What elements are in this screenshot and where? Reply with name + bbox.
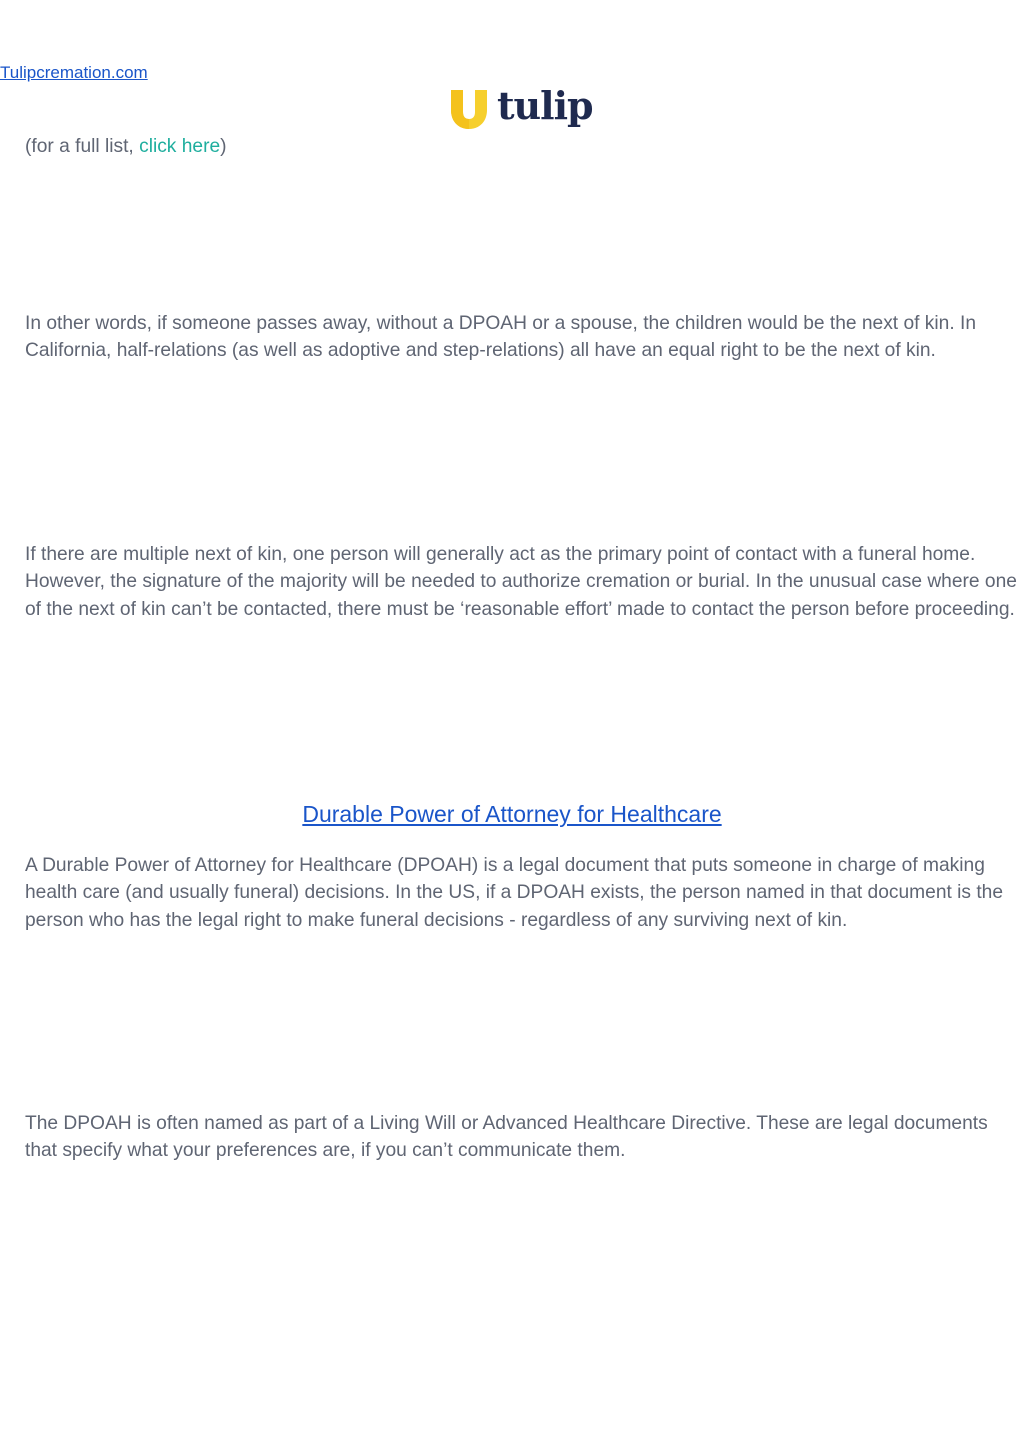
tulip-logo [449, 83, 593, 132]
full-list-suffix: ) [220, 136, 227, 157]
site-link[interactable]: Tulipcremation.com [0, 63, 148, 82]
tulip-wordmark: tulip [497, 83, 593, 128]
click-here-link[interactable]: click here [139, 136, 221, 157]
paragraph-living-will: The DPOAH is often named as part of a Living Will or Advanced Healthcare Directive. These are legal documents that specify what your preferences are, if you can’t communicate them. [25, 1113, 988, 1162]
paragraph-dpoah-definition: A Durable Power of Attorney for Healthcare (DPOAH) is a legal document that puts someone in charge of making health care (and usually funeral) decisions. In the US, if a DPOAH exists, the person named in that document is the person who has the legal right to make funeral decisions - regardless of any surviving next of kin. [25, 855, 1004, 931]
tulip-logo-icon [449, 88, 489, 130]
dpoah-heading-link[interactable]: Durable Power of Attorney for Healthcare [302, 801, 722, 827]
full-list-prefix: (for a full list, [25, 136, 140, 157]
section-heading [0, 801, 1024, 828]
full-list-note [25, 133, 1020, 160]
paragraph-multiple-next-of-kin: If there are multiple next of kin, one person will generally act as the primary point of contact with a funeral home. However, the signature of the majority will be needed to authorize cremation or burial. In the unusual case where one of the next of kin can’t be contacted, there must be ‘reasonable effort’ made to contact the person before proceeding. [25, 544, 1017, 620]
paragraph-next-of-kin-children: In other words, if someone passes away, without a DPOAH or a spouse, the children would be the next of kin. In California, half-relations (as well as adoptive and step-relations) all have an equal right to be the next of kin. [25, 313, 976, 362]
